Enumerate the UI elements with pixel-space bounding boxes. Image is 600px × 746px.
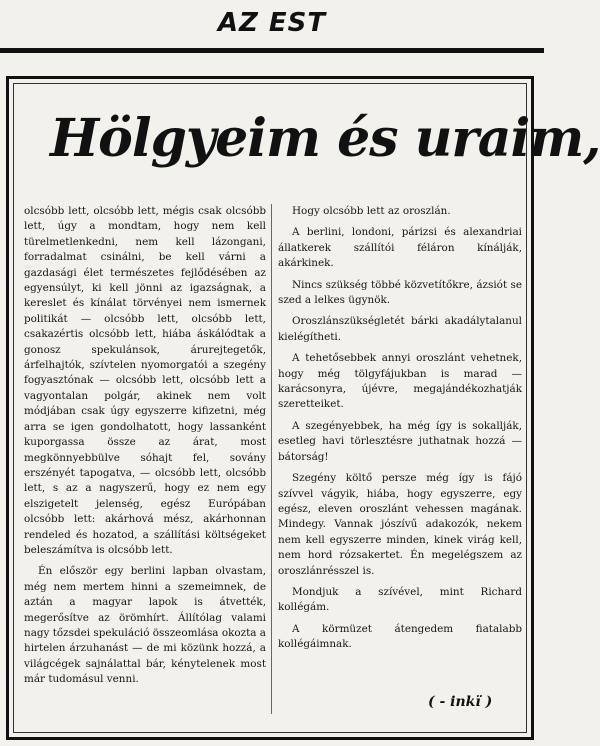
paragraph: Hogy olcsóbb lett az oroszlán. bbox=[292, 205, 451, 217]
article-headline: Hölgyeim és uraim, bbox=[50, 108, 600, 169]
paragraph: A tehetősebbek annyi oroszlánt vehetnek, hogy még tölgyfájukban is marad — karácsonyra, újévre, megajándékozhatják szeretteiket. bbox=[278, 352, 522, 411]
masthead-rule bbox=[0, 48, 544, 53]
paragraph: olcsóbb lett, olcsóbb lett, mégis csak olcsóbb lett, úgy a mondtam, hogy nem kell türelmetlenkedni, nem kell lázongani, forradalmat csinálni, be kell várni a gazdasági élet természetes fejlődésében az egyensúlyt, ki kell jönni az igazságnak, a kereslet és kínálat törvényei nem ismernek politikát — olcsóbb lett, olcsóbb lett, csakazértis olcsóbb lett, hiába áskálódtak a gonosz spekulánsok, árurejtegetők, árfelhajtók, szívtelen nyomorgatói a szegény fogyasztónak — olcsóbb lett, olcsóbb lett a vagyontalan polgár, akinek nem volt módjában csak úgy egyszerre kifizetni, még arra se igen gondolhatott, hogy lassanként kuporgassa össze az árat, most megkönnyebbülve sóhajt fel, sovány erszényét tapogatva, — olcsóbb lett, olcsóbb lett, s az a nagyszerű, hogy ez nem egy elszigetelt jelenség, egész Európában olcsóbb lett: akárhová mész, akárhonnan rendeled és hozatod, a szállítási költségeket beleszámítva is olcsóbb lett. bbox=[24, 205, 266, 556]
paragraph: Mondjuk a szívével, mint Richard kollégám. bbox=[278, 585, 522, 614]
paragraph: Nincs szükség többé közvetítőkre, ázsiót se szed a lelkes ügynök. bbox=[278, 278, 522, 307]
masthead bbox=[0, 0, 544, 48]
paragraph: A szegényebbek, ha még így is sokallják, esetleg havi törlesztésre juthatnak hozzá — bátorság! bbox=[278, 419, 522, 463]
paragraph: A körmüzet átengedem fiatalabb kollégáimnak. bbox=[278, 622, 522, 651]
author-signature: ( - inkï ) bbox=[428, 694, 493, 710]
paragraph: Én először egy berlini lapban olvastam, még nem mertem hinni a szemeimnek, de aztán a magyar lapok is átvették, megerősítve az örömhírt. Állítólag valami nagy tőzsdei spekuláció összeomlása okozta a hirtelen árzuhanást — de mi közünk hozzá, a világcégek sajnálattal bár, kénytelenek most már tudomásul venni. bbox=[24, 565, 266, 686]
paragraph: Oroszlánszükségletét bárki akadálytalanul kielégítheti. bbox=[278, 315, 522, 343]
article-column-right bbox=[278, 204, 522, 659]
paragraph: A berlini, londoni, párizsi és alexandriai állatkerek szállítói féláron kínálják, akárkinek. bbox=[278, 226, 522, 270]
paragraph: Szegény költő persze még így is fájó szívvel vágyik, hiába, hogy egyszerre, egy egész, eleven oroszlánt vehessen magának. Mindegy. Vannak jószívű adakozók, nekem nem kell egyszerre minden, kinek virág kell, nem hord rózsakertet. Én megelégszem az oroszlánrésszel is. bbox=[278, 472, 522, 577]
masthead-title: AZ EST bbox=[217, 8, 327, 38]
column-divider bbox=[271, 204, 272, 714]
article-column-left bbox=[24, 204, 266, 694]
